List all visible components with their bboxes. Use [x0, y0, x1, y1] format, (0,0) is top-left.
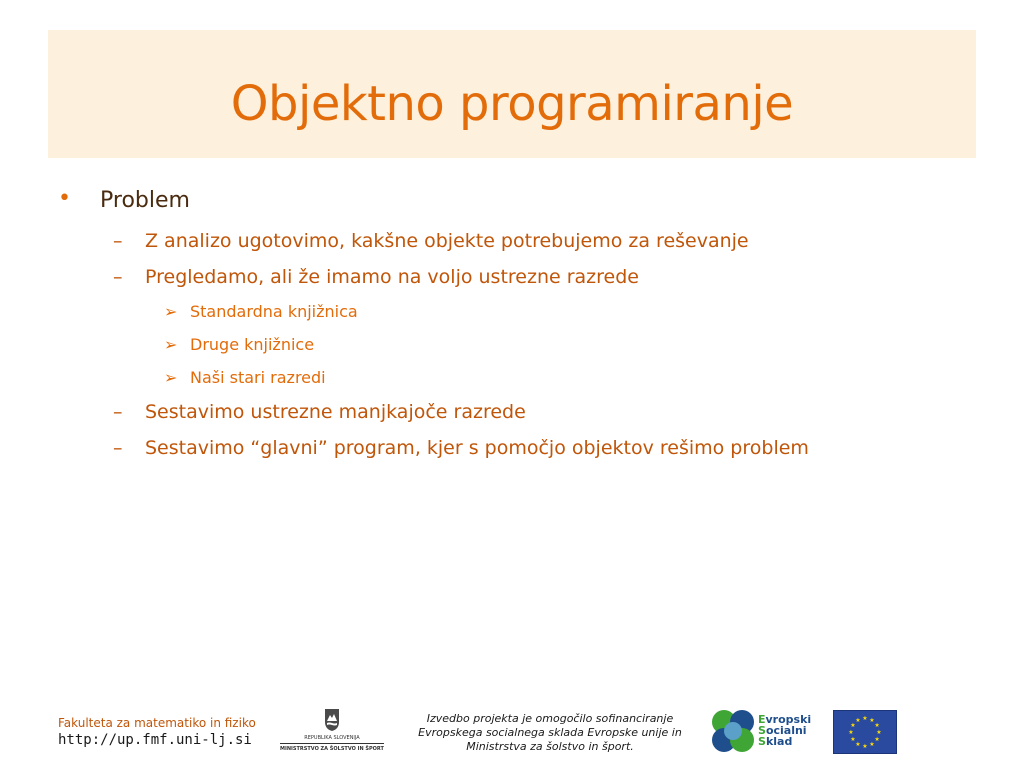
ministry-name-text: MINISTRSTVO ZA ŠOLSTVO IN ŠPORT — [280, 746, 384, 752]
esf-word-rest: klad — [765, 735, 793, 748]
bullet-text: Problem — [100, 188, 190, 213]
bullet-text: Druge knjižnice — [190, 335, 315, 354]
slide-title: Objektno programiranje — [230, 76, 794, 132]
eu-star-icon: ★ — [874, 723, 880, 729]
eu-star-icon: ★ — [876, 730, 882, 736]
bullet-text: Pregledamo, ali že imamo na voljo ustrezne razrede — [145, 266, 639, 288]
coat-of-arms-icon — [324, 708, 340, 732]
dash-icon: – — [113, 266, 123, 288]
eu-star-icon: ★ — [862, 744, 868, 750]
esf-initial: S — [758, 724, 766, 737]
faculty-url[interactable]: http://up.fmf.uni-lj.si — [58, 732, 252, 748]
esf-initial: S — [758, 735, 766, 748]
bullet-text: Standardna knjižnica — [190, 302, 358, 321]
eu-star-icon: ★ — [862, 716, 868, 722]
bullet-text: Z analizo ugotovimo, kakšne objekte potrebujemo za reševanje — [145, 230, 749, 252]
faculty-name: Fakulteta za matematiko in fiziko — [58, 716, 256, 730]
esf-logo — [711, 708, 815, 754]
eu-star-icon: ★ — [855, 742, 861, 749]
ministry-logo — [280, 708, 384, 754]
bullet-text: Naši stari razredi — [190, 368, 326, 387]
esf-word-rest: vropski — [765, 713, 812, 726]
arrow-bullet-icon: ➢ — [164, 335, 178, 354]
bullet-dot-icon: • — [58, 186, 71, 211]
eu-star-icon: ★ — [869, 742, 875, 749]
dash-icon: – — [113, 230, 123, 252]
funding-notice-line: Ministrstva za šolstvo in šport. — [466, 740, 634, 753]
ministry-divider — [280, 743, 384, 744]
funding-notice — [400, 712, 700, 754]
eu-flag-icon — [833, 710, 897, 754]
esf-circles-icon — [711, 708, 755, 754]
bullet-text: Sestavimo “glavni” program, kjer s pomočjo objektov rešimo problem — [145, 437, 809, 459]
footer-faculty — [58, 716, 256, 748]
funding-notice-line: Izvedbo projekta je omogočilo sofinanciranje — [426, 712, 674, 725]
dash-icon: – — [113, 437, 123, 459]
ministry-republic-text: REPUBLIKA SLOVENIJA — [304, 735, 360, 741]
eu-star-icon: ★ — [848, 730, 854, 736]
esf-word-rest: ocialni — [765, 724, 807, 737]
arrow-bullet-icon: ➢ — [164, 368, 178, 387]
eu-stars-icon — [834, 711, 896, 753]
funding-notice-line: Evropskega socialnega sklada Evropske unije in — [418, 726, 682, 739]
eu-star-icon: ★ — [855, 717, 861, 724]
esf-initial: E — [758, 713, 766, 726]
dash-icon: – — [113, 401, 123, 423]
arrow-bullet-icon: ➢ — [164, 302, 178, 321]
eu-star-icon: ★ — [874, 737, 880, 743]
esf-words — [758, 714, 811, 747]
eu-star-icon: ★ — [869, 717, 875, 724]
eu-star-icon: ★ — [850, 723, 856, 729]
eu-star-icon: ★ — [850, 737, 856, 743]
bullet-text: Sestavimo ustrezne manjkajoče razrede — [145, 401, 526, 423]
